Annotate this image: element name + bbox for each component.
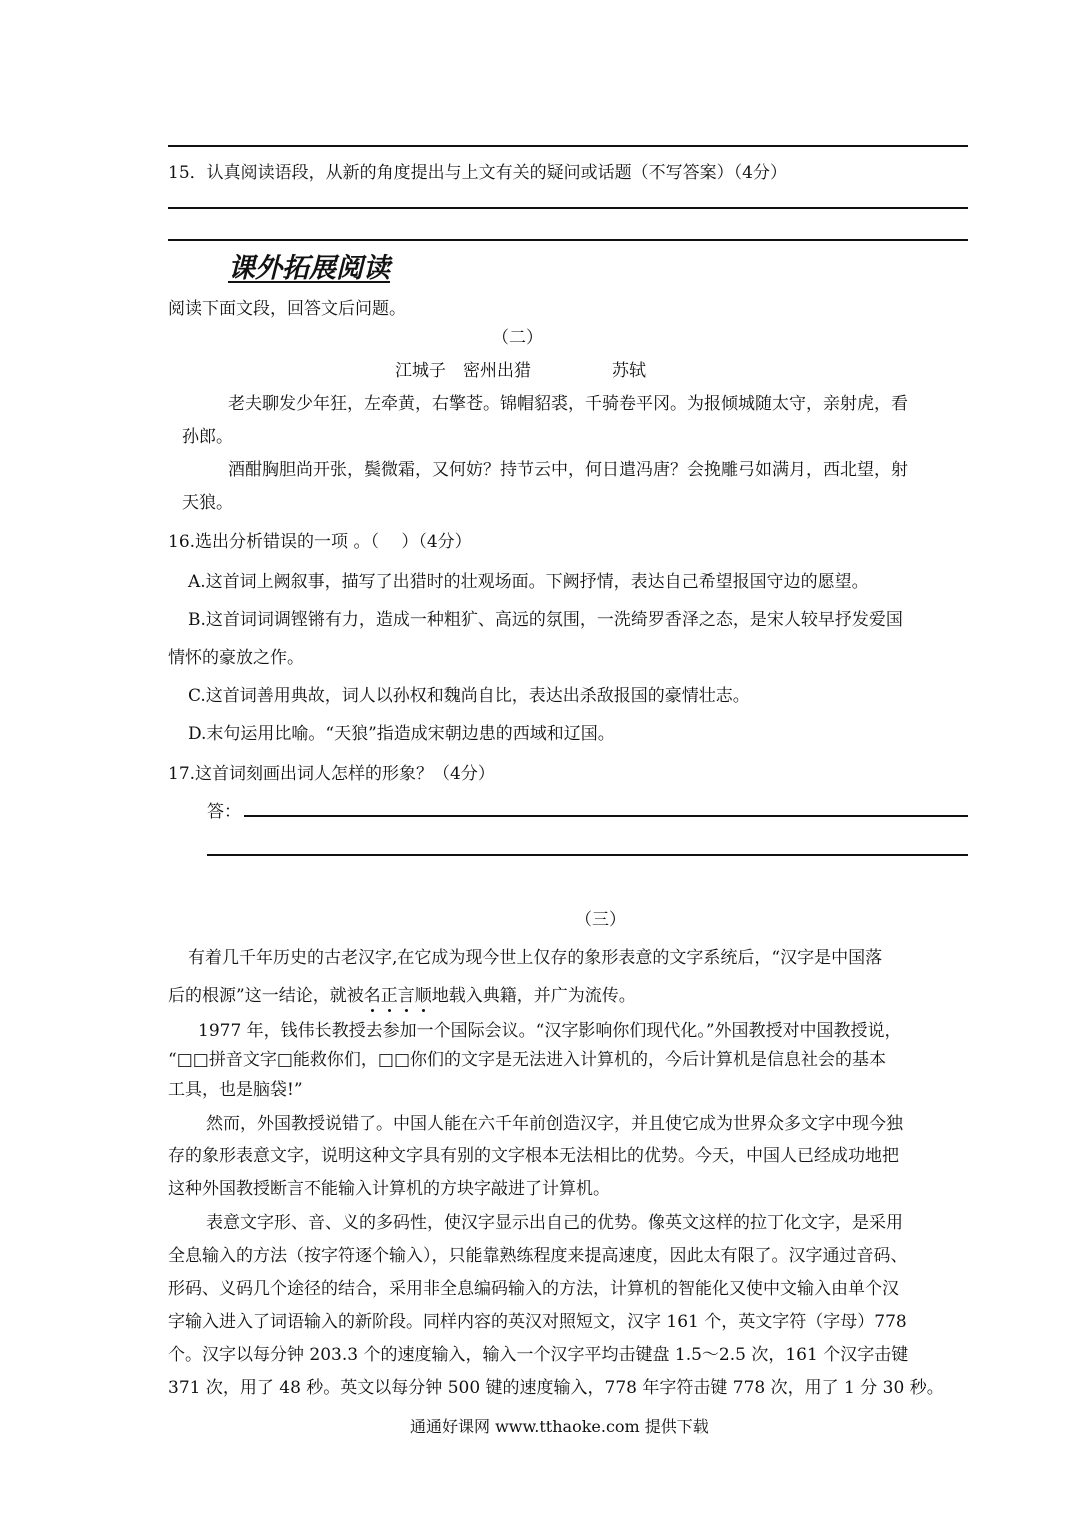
passage-line: 表意文字形、音、义的多码性，使汉字显示出自己的优势。像英文这样的拉丁化文字，是采用 — [206, 1213, 903, 1233]
emphasis-char: 言 — [398, 981, 415, 1006]
emphasis-char: 正 — [381, 981, 398, 1006]
dotted-emphasis — [364, 986, 432, 1006]
option-d: D.末句运用比喻。“天狼”指造成宋朝边患的西域和辽国。 — [188, 724, 615, 744]
section-number-3: （三） — [575, 910, 626, 930]
question-15: 15．认真阅读语段，从新的角度提出与上文有关的疑问或话题（不写答案）（4分） — [168, 163, 787, 183]
poem-title: 江城子 密州出猎 — [395, 361, 531, 381]
passage-line: “□□拼音文字□能救你们，□□你们的文字是无法进入计算机的，今后计算机是信息社会的基本 — [168, 1050, 886, 1070]
passage-line: 全息输入的方法（按字符逐个输入），只能靠熟练程度来提高速度，因此太有限了。汉字通过音码、 — [168, 1246, 908, 1266]
passage-line: 有着几千年历史的古老汉字,在它成为现今世上仅存的象形表意的文字系统后，“汉字是中国落 — [188, 948, 883, 968]
poem-line: 孙郎。 — [182, 427, 233, 447]
poem-author: 苏轼 — [612, 361, 646, 381]
answer-line — [168, 239, 968, 241]
option-c: C.这首词善用典故，词人以孙权和魏尚自比，表达出杀敌报国的豪情壮志。 — [188, 686, 750, 706]
option-b-continued: 情怀的豪放之作。 — [168, 648, 304, 668]
passage-line: 这种外国教授断言不能输入计算机的方块字敲进了计算机。 — [168, 1179, 610, 1199]
question-16: 16.选出分析错误的一项 。（ ）（4分） — [168, 532, 472, 552]
passage-line: 存的象形表意文字，说明这种文字具有别的文字根本无法相比的优势。今天，中国人已经成功地把 — [168, 1146, 899, 1166]
question-17: 17.这首词刻画出词人怎样的形象？（4分） — [168, 764, 495, 784]
poem-line: 天狼。 — [182, 493, 233, 513]
page-footer: 通通好课网 www.tthaoke.com 提供下载 — [410, 1417, 709, 1436]
section-heading: 课外拓展阅读 — [228, 253, 390, 284]
passage-line: 371 次，用了 48 秒。英文以每分钟 500 键的速度输入，778 年字符击键 778 次，用了 1 分 30 秒。 — [168, 1378, 944, 1398]
poem-line: 老夫聊发少年狂，左牵黄，右擎苍。锦帽貂裘，千骑卷平冈。为报倾城随太守，亲射虎，看 — [228, 394, 908, 414]
answer-line — [168, 145, 968, 147]
option-b: B.这首词词调铿锵有力，造成一种粗犷、高远的氛围，一洗绮罗香泽之态，是宋人较早抒发爱国 — [188, 610, 903, 630]
passage-line: 工具，也是脑袋!” — [168, 1080, 303, 1100]
answer-line — [207, 854, 968, 856]
reading-instruction: 阅读下面文段，回答文后问题。 — [168, 299, 406, 319]
passage-line: 字输入进入了词语输入的新阶段。同样内容的英汉对照短文，汉字 161 个，英文字符（字母）778 — [168, 1312, 907, 1332]
passage-text: 地载入典籍，并广为流传。 — [431, 986, 636, 1006]
passage-text: 后的根源”这一结论，就被 — [168, 986, 364, 1006]
emphasis-char: 顺 — [415, 981, 432, 1006]
passage-line — [168, 981, 636, 1006]
answer-line — [244, 815, 968, 817]
answer-line — [168, 207, 968, 209]
passage-line: 然而，外国教授说错了。中国人能在六千年前创造汉字，并且使它成为世界众多文字中现今独 — [206, 1114, 903, 1134]
emphasis-char: 名 — [364, 981, 381, 1006]
passage-line: 个。汉字以每分钟 203.3 个的速度输入，输入一个汉字平均击键盘 1.5～2.5 次，161 个汉字击键 — [168, 1345, 909, 1365]
section-number-2: （二） — [492, 328, 543, 348]
passage-line: 1977 年，钱伟长教授去参加一个国际会议。“汉字影响你们现代化。”外国教授对中国教授说， — [198, 1021, 902, 1041]
poem-line: 酒酣胸胆尚开张，鬓微霜，又何妨？持节云中，何日遣冯唐？会挽雕弓如满月，西北望，射 — [228, 460, 908, 480]
answer-label: 答： — [207, 802, 241, 822]
passage-line: 形码、义码几个途径的结合，采用非全息编码输入的方法，计算机的智能化又使中文输入由单个汉 — [168, 1279, 899, 1299]
option-a: A.这首词上阙叙事，描写了出猎时的壮观场面。下阙抒情，表达自己希望报国守边的愿望。 — [188, 572, 869, 592]
